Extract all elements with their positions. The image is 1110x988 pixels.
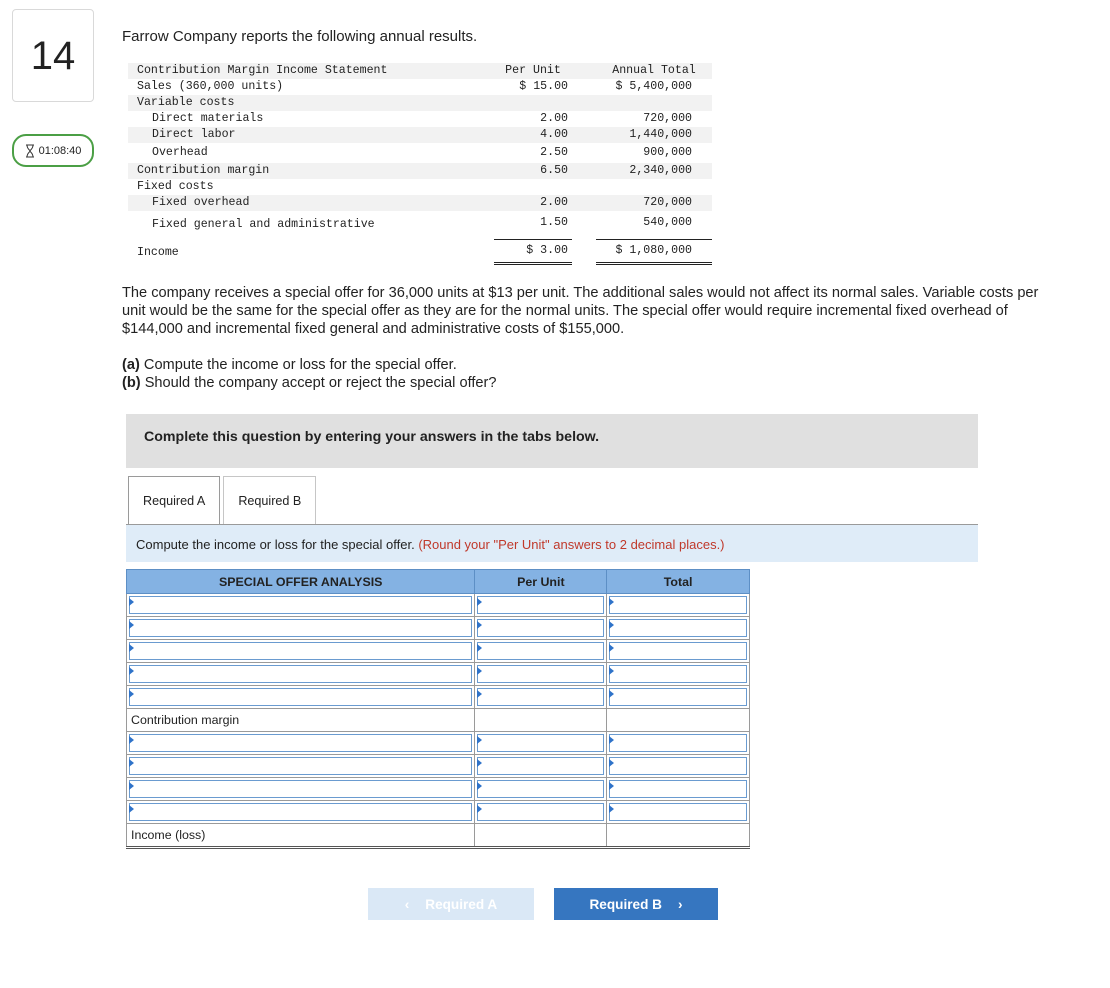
label-input[interactable] <box>129 619 472 637</box>
question-a <box>122 356 497 374</box>
col-per-unit-header: Per Unit <box>505 64 561 77</box>
col-per-unit-header: Per Unit <box>475 570 607 594</box>
col-annual-header: Annual Total <box>612 64 696 77</box>
label-input[interactable] <box>129 780 472 798</box>
per-unit-value: 2.00 <box>540 112 568 125</box>
table-row <box>127 663 750 686</box>
contribution-margin-row <box>127 709 750 732</box>
total-input[interactable] <box>609 642 747 660</box>
total-input[interactable] <box>609 688 747 706</box>
prev-button-label: Required A <box>425 896 498 912</box>
per-unit-input[interactable] <box>477 780 604 798</box>
per-unit-input[interactable] <box>477 688 604 706</box>
annual-value: $ 5,400,000 <box>615 80 692 93</box>
table-row <box>127 686 750 709</box>
label-input[interactable] <box>129 688 472 706</box>
per-unit-input[interactable] <box>477 734 604 752</box>
statement-row <box>128 95 712 111</box>
total-input[interactable] <box>609 803 747 821</box>
instruction-banner: Complete this question by entering your answers in the tabs below. <box>126 414 978 468</box>
statement-row <box>128 163 712 179</box>
row-label: Variable costs <box>137 96 235 109</box>
question-list <box>122 356 497 392</box>
per-unit-input[interactable] <box>477 619 604 637</box>
per-unit-input[interactable] <box>477 642 604 660</box>
total-input[interactable] <box>609 757 747 775</box>
statement-row <box>128 143 712 163</box>
table-row <box>127 755 750 778</box>
col-total-header: Total <box>607 570 750 594</box>
label-input[interactable] <box>129 642 472 660</box>
annual-value: 720,000 <box>643 112 692 125</box>
total-input[interactable] <box>609 665 747 683</box>
hourglass-icon <box>25 144 35 158</box>
total-input[interactable] <box>609 619 747 637</box>
table-row <box>127 801 750 824</box>
tab-bar <box>128 476 319 525</box>
table-row <box>127 640 750 663</box>
row-label: Direct labor <box>152 128 236 141</box>
cm-per-unit-cell <box>475 709 607 732</box>
statement-row <box>128 239 712 267</box>
timer-text: 01:08:40 <box>38 144 82 157</box>
problem-paragraph: The company receives a special offer for 36,000 units at $13 per unit. The additional sales would not affect its normal sales. Variable costs per unit would be the same for the special offer as they are for the normal units. The special offer would require incremental fixed overhead of $144,000 and incremental fixed general and administrative costs of $155,000. <box>122 285 1039 337</box>
instruction-text: Compute the income or loss for the special offer. <box>136 537 415 552</box>
income-total-cell <box>607 824 750 848</box>
tab-required-b[interactable]: Required B <box>223 476 316 525</box>
total-input[interactable] <box>609 734 747 752</box>
row-label: Fixed overhead <box>152 196 250 209</box>
intro-text: Farrow Company reports the following annual results. <box>122 28 478 45</box>
question-b-text: Should the company accept or reject the special offer? <box>140 375 497 391</box>
annual-value: $ 1,080,000 <box>596 239 712 265</box>
row-label: Direct materials <box>152 112 264 125</box>
table-row <box>127 778 750 801</box>
annual-value: 540,000 <box>643 216 692 229</box>
per-unit-value: 1.50 <box>540 216 568 229</box>
prev-required-a-button[interactable] <box>368 888 534 920</box>
row-label: Fixed general and administrative <box>152 218 375 231</box>
question-b <box>122 374 497 392</box>
per-unit-value: 2.50 <box>494 143 572 164</box>
question-a-tag: (a) <box>122 357 140 373</box>
row-label: Contribution margin <box>137 164 270 177</box>
annual-value: 1,440,000 <box>629 128 692 141</box>
annual-value: 2,340,000 <box>629 164 692 177</box>
table-header-row <box>127 570 750 594</box>
per-unit-input[interactable] <box>477 803 604 821</box>
row-label: Sales (360,000 units) <box>137 80 284 93</box>
statement-row <box>128 179 712 195</box>
tab-instruction <box>126 525 978 562</box>
statement-header-row <box>128 63 712 79</box>
col-label-header: SPECIAL OFFER ANALYSIS <box>127 570 475 594</box>
statement-title: Contribution Margin Income Statement <box>137 64 388 77</box>
income-per-unit-cell <box>475 824 607 848</box>
total-input[interactable] <box>609 780 747 798</box>
statement-row <box>128 79 712 95</box>
statement-row <box>128 111 712 127</box>
income-statement <box>128 63 712 267</box>
label-input[interactable] <box>129 803 472 821</box>
cm-total-cell <box>607 709 750 732</box>
income-loss-row <box>127 824 750 848</box>
question-b-tag: (b) <box>122 375 141 391</box>
annual-value: 720,000 <box>643 196 692 209</box>
per-unit-value: $ 15.00 <box>519 80 568 93</box>
table-row <box>127 617 750 640</box>
rounding-note: (Round your "Per Unit" answers to 2 decimal places.) <box>418 537 725 552</box>
row-label: Fixed costs <box>137 180 214 193</box>
per-unit-value: 6.50 <box>540 164 568 177</box>
row-label: Overhead <box>152 146 208 159</box>
statement-row <box>128 211 712 239</box>
special-offer-table <box>126 569 750 849</box>
statement-row <box>128 127 712 143</box>
total-input[interactable] <box>609 596 747 614</box>
table-row <box>127 594 750 617</box>
income-loss-label: Income (loss) <box>127 824 475 848</box>
per-unit-input[interactable] <box>477 665 604 683</box>
label-input[interactable] <box>129 757 472 775</box>
label-input[interactable] <box>129 596 472 614</box>
next-required-b-button[interactable] <box>554 888 718 920</box>
per-unit-value: $ 3.00 <box>494 239 572 265</box>
per-unit-value: 2.00 <box>540 196 568 209</box>
annual-value: 900,000 <box>596 143 712 164</box>
tab-required-a[interactable]: Required A <box>128 476 220 525</box>
chevron-right-icon: › <box>677 896 683 912</box>
per-unit-input[interactable] <box>477 596 604 614</box>
label-input[interactable] <box>129 665 472 683</box>
label-input[interactable] <box>129 734 472 752</box>
question-number: 14 <box>12 9 94 102</box>
per-unit-input[interactable] <box>477 757 604 775</box>
chevron-left-icon: ‹ <box>404 896 410 912</box>
row-label: Income <box>137 246 179 259</box>
table-row <box>127 732 750 755</box>
statement-row <box>128 195 712 211</box>
contribution-margin-label: Contribution margin <box>127 709 475 732</box>
next-button-label: Required B <box>589 896 662 912</box>
timer-badge <box>12 134 94 167</box>
per-unit-value: 4.00 <box>540 128 568 141</box>
question-a-text: Compute the income or loss for the special offer. <box>139 357 457 373</box>
